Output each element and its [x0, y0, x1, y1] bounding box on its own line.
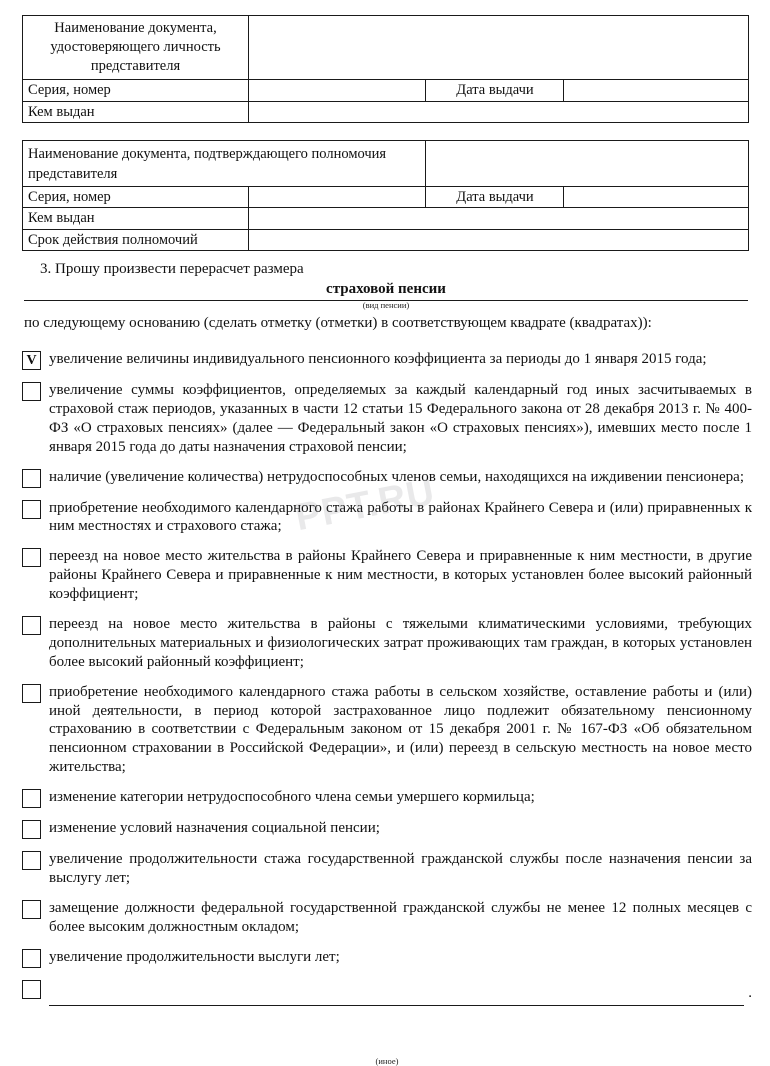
table-row — [23, 141, 749, 187]
reason-option-label: увеличение продолжительности выслуги лет; — [49, 948, 340, 965]
table-row — [23, 229, 749, 250]
identity-title-value[interactable] — [249, 16, 749, 80]
reason-option-label: наличие (увеличение количества) нетрудоспособных членов семьи, находящихся на иждивении пенсионера; — [49, 468, 744, 485]
checkbox-unchecked[interactable] — [22, 382, 41, 401]
reason-option-row[interactable] — [22, 615, 752, 672]
authority-issue-date-label: Дата выдачи — [426, 187, 564, 208]
reason-option-label — [41, 979, 752, 1007]
checkbox-unchecked[interactable] — [22, 548, 41, 567]
checkbox-unchecked[interactable] — [22, 500, 41, 519]
checkbox-unchecked[interactable] — [22, 616, 41, 635]
authority-issue-date-value[interactable] — [564, 187, 749, 208]
reason-option-row[interactable] — [22, 683, 752, 777]
table-row — [23, 187, 749, 208]
reason-option-label: увеличение величины индивидуального пенсионного коэффициента за периоды до 1 января 2015 года; — [49, 351, 707, 367]
authority-validity-value[interactable] — [249, 229, 749, 250]
pension-type-value: страховой пенсии — [24, 281, 748, 301]
identity-series-label: Серия, номер — [23, 80, 249, 101]
identity-issuer-value[interactable] — [249, 101, 749, 122]
authority-issuer-label: Кем выдан — [23, 208, 249, 229]
reason-option-label: приобретение необходимого календарного стажа работы в сельском хозяйстве, оставление работы и (или) иной деятельности, в период которой застрахованное лицо подлежит обязательному пенсионному страхованию в соответствии с Федеральным законом от 15 декабря 2001 г. № 167-ФЗ «Об обязательном пенсионном страховании в Российской Федерации», и (или) переезд в сельскую местность на новое место жительства; — [49, 683, 752, 776]
identity-title-cell: Наименование документа, удостоверяющего личность представителя — [23, 16, 249, 80]
checkbox-checked[interactable]: V — [22, 351, 41, 370]
table-row — [23, 101, 749, 122]
checkbox-unchecked[interactable] — [22, 789, 41, 808]
authority-series-value[interactable] — [249, 187, 426, 208]
reason-option-row[interactable] — [22, 819, 752, 839]
checkbox-unchecked[interactable] — [22, 469, 41, 488]
pension-type-caption: (вид пенсии) — [362, 300, 410, 310]
reason-option-label: замещение должности федеральной государственной гражданской службы не менее 12 полных месяцев с более высоким должностным окладом; — [49, 899, 752, 935]
section-3-heading: 3. Прошу произвести перерасчет размера — [40, 261, 304, 277]
reason-option-label: увеличение продолжительности стажа государственной гражданской службы после назначения пенсии за выслугу лет; — [49, 851, 752, 887]
trailing-period: . — [748, 984, 752, 1001]
reason-option-label: увеличение суммы коэффициентов, определяемых за каждый календарный год иных засчитываемых в страховой стаж периодов, указанных в части 12 статьи 15 Федерального закона от 28 декабря 2013 г. № 400-ФЗ «О страховых пенсиях» (далее — Федеральный закон «О страховых пенсиях»), имевших место после 1 января 2015 года до даты назначения страховой пенсии; — [49, 382, 752, 455]
section-3-lead-in: по следующему основанию (сделать отметку (отметки) в соответствующем квадрате (квадратах)): — [24, 315, 652, 331]
table-row — [23, 16, 749, 80]
reason-option-row[interactable] — [22, 547, 752, 604]
reason-option-row[interactable] — [22, 948, 752, 968]
watermark: PPT.RU — [292, 471, 439, 540]
reason-option-row[interactable] — [22, 381, 752, 457]
reason-option-row[interactable] — [22, 850, 752, 888]
reason-option-row[interactable] — [22, 499, 752, 537]
reason-option-row[interactable] — [22, 788, 752, 808]
reason-option-row[interactable] — [22, 899, 752, 937]
authority-series-label: Серия, номер — [23, 187, 249, 208]
checkbox-unchecked[interactable] — [22, 684, 41, 703]
reason-options-list — [22, 350, 752, 1018]
authority-issuer-value[interactable] — [249, 208, 749, 229]
checkbox-unchecked[interactable] — [22, 851, 41, 870]
other-caption: (иное) — [375, 1056, 399, 1066]
checkbox-unchecked[interactable] — [22, 820, 41, 839]
authority-title-cell: Наименование документа, подтверждающего полномочия представителя — [23, 141, 426, 187]
table-row — [23, 80, 749, 101]
reason-option-label: изменение условий назначения социальной пенсии; — [49, 820, 380, 837]
other-reason-input-line[interactable] — [49, 1005, 744, 1006]
authority-title-value[interactable] — [426, 141, 749, 187]
reason-option-label: переезд на новое место жительства в районы с тяжелыми климатическими условиями, требующих дополнительных материальных и физиологических затрат проживающих там граждан, в которых установлен более высокий районный коэффициент; — [49, 616, 752, 670]
reason-option-label: приобретение необходимого календарного стажа работы в районах Крайнего Севера и (или) приравненных к ним местностях и страхового стажа; — [49, 499, 752, 535]
checkbox-unchecked[interactable] — [22, 949, 41, 968]
identity-issue-date-label: Дата выдачи — [426, 80, 564, 101]
reason-option-label: изменение категории нетрудоспособного члена семьи умершего кормильца; — [49, 789, 535, 806]
reason-option-row[interactable] — [22, 350, 752, 370]
authority-validity-label: Срок действия полномочий — [23, 229, 249, 250]
identity-series-value[interactable] — [249, 80, 426, 101]
reason-option-row[interactable] — [22, 468, 752, 488]
reason-option-row[interactable] — [22, 979, 752, 1007]
table-authority-document — [22, 140, 749, 251]
reason-option-label: переезд на новое место жительства в районы Крайнего Севера и приравненные к ним местности, в другие районы Крайнего Севера и приравненные к ним местности, в которых установлен более высокий районный коэффициент; — [49, 548, 752, 603]
table-row — [23, 208, 749, 229]
identity-issuer-label: Кем выдан — [23, 101, 249, 122]
checkbox-unchecked[interactable] — [22, 980, 41, 999]
identity-issue-date-value[interactable] — [564, 80, 749, 101]
checkbox-unchecked[interactable] — [22, 900, 41, 919]
table-identity-document — [22, 15, 749, 123]
